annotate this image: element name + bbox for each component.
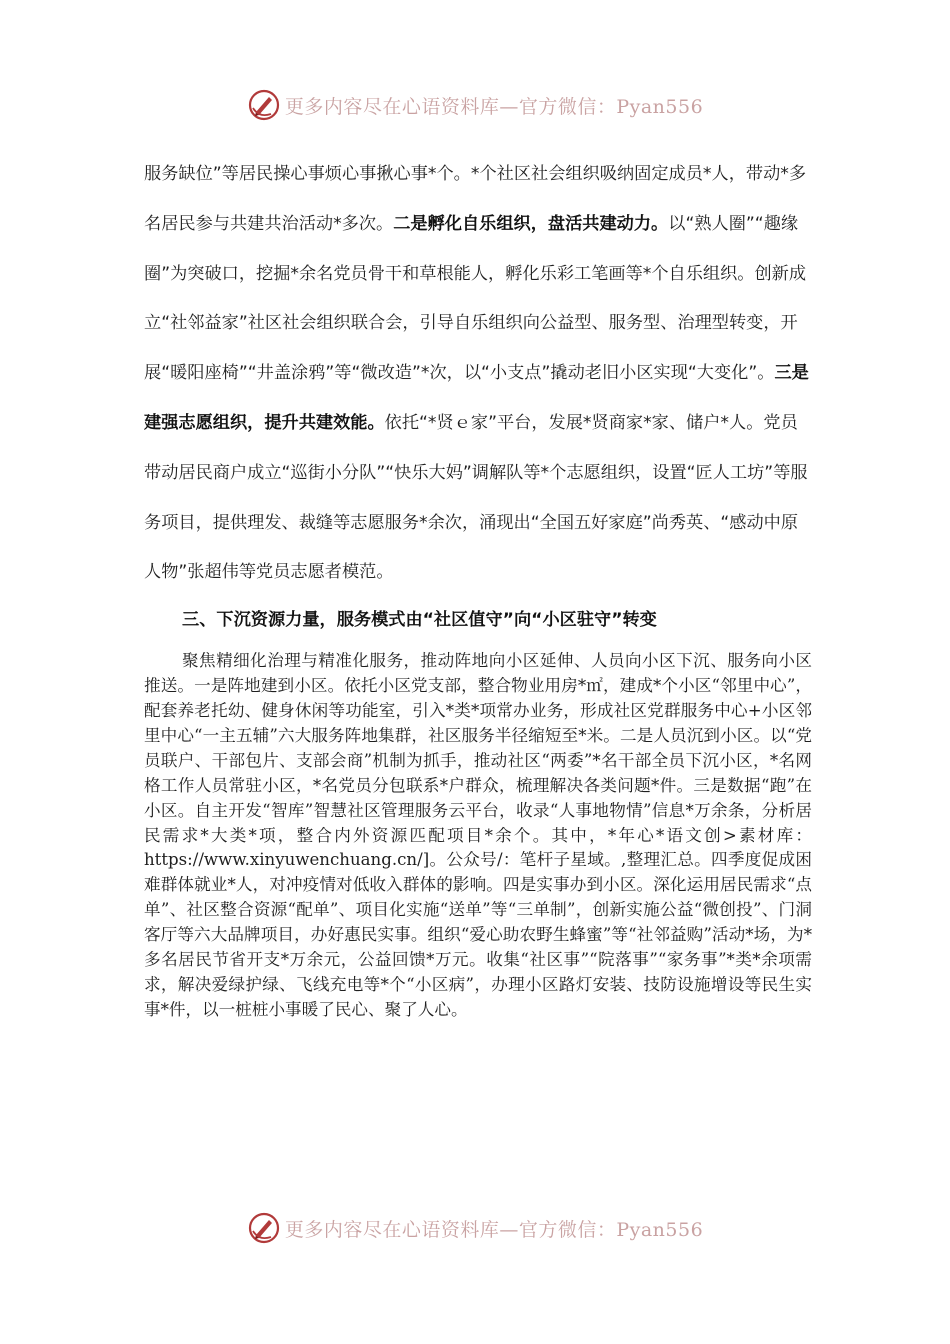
paragraph-text: 依托“*贤ｅ家”平台，发展*贤商家*家、储户*人。党员带动居民商户成立“巡街小分队”“快乐大妈”调解队等*个志愿组织，设置“匠人工坊”等服务项目，提供理发、裁缝等志愿服务*余次，涌现出“全国五好家庭”尚秀英、“感动中原人物”张超伟等党员志愿者模范。 (144, 412, 808, 583)
footer-watermark (0, 1208, 950, 1248)
paragraph-text: 服务缺位”等居民操心事烦心事揪心事*个。*个社区社会组织吸纳固定成员*人，带动*多名居民参与共建共治活动*多次。 (144, 164, 807, 234)
section-paragraph: 聚焦精细化治理与精准化服务，推动阵地向小区延伸、人员向小区下沉、服务向小区推送。一是阵地建到小区。依托小区党支部，整合物业用房*㎡，建成*个小区“邻里中心”，配套养老托幼、健身休闲等功能室，引入*类*项常办业务，形成社区党群服务中心+小区邻里中心“一主五辅”六大服务阵地集群，社区服务半径缩短至*米。二是人员沉到小区。以“党员联户、干部包片、支部会商”机制为抓手，推动社区“两委”*名干部全员下沉小区，*名网格工作人员常驻小区，*名党员分包联系*户群众，梳理解决各类问题*件。三是数据“跑”在小区。自主开发“智库”智慧社区管理服务云平台，收录“人事地物情”信息*万余条，分析居民需求*大类*项，整合内外资源匹配项目*余个。其中，*年心*语文创>素材库：https://www.xinyuwenchuang.cn/]。公众号/：笔杆子星域。,整理汇总。四季度促成困难群体就业*人，对冲疫情对低收入群体的影响。四是实事办到小区。深化运用居民需求“点单”、社区整合资源“配单”、项目化实施“送单”等“三单制”，创新实施公益“微创投”、门洞客厅等六大品牌项目，办好惠民实事。组织“爱心助农野生蜂蜜”等“社邻益购”活动*场，为*多名居民节省开支*万余元，公益回馈*万元。收集“社区事”“院落事”“家务事”*类*余项需求，解决爱绿护绿、飞线充电等*个“小区病”，办理小区路灯安装、技防设施增设等民生实事*件，以一桩桩小事暖了民心、聚了人心。 (144, 651, 812, 1019)
paragraph-text: 以“熟人圈”“趣缘圈”为突破口，挖掘*余名党员骨干和草根能人，孵化乐彩工笔画等*个自乐组织。创新成立“社邻益家”社区社会组织联合会，引导自乐组织向公益型、服务型、治理型转变，开展“暖阳座椅”“井盖涂鸦”等“微改造”*次，以“小支点”撬动老旧小区实现“大变化”。 (144, 213, 807, 384)
bold-subheading: 二是孵化自乐组织，盘活共建动力。 (393, 213, 669, 234)
pen-seal-icon (247, 88, 281, 122)
paragraph-community-organizations (144, 150, 812, 598)
pen-seal-icon (247, 1211, 281, 1245)
header-watermark (0, 85, 950, 125)
watermark-text: 更多内容尽在心语资料库—官方微信：Pyan556 (284, 95, 704, 118)
section-heading: 三、下沉资源力量，服务模式由“社区值守”向“小区驻守”转变 (182, 610, 657, 631)
bold-subheading: 三是建强志愿组织，提升共建效能。 (144, 363, 809, 433)
document-body (144, 150, 812, 1023)
watermark-text: 更多内容尽在心语资料库—官方微信：Pyan556 (284, 1218, 704, 1241)
